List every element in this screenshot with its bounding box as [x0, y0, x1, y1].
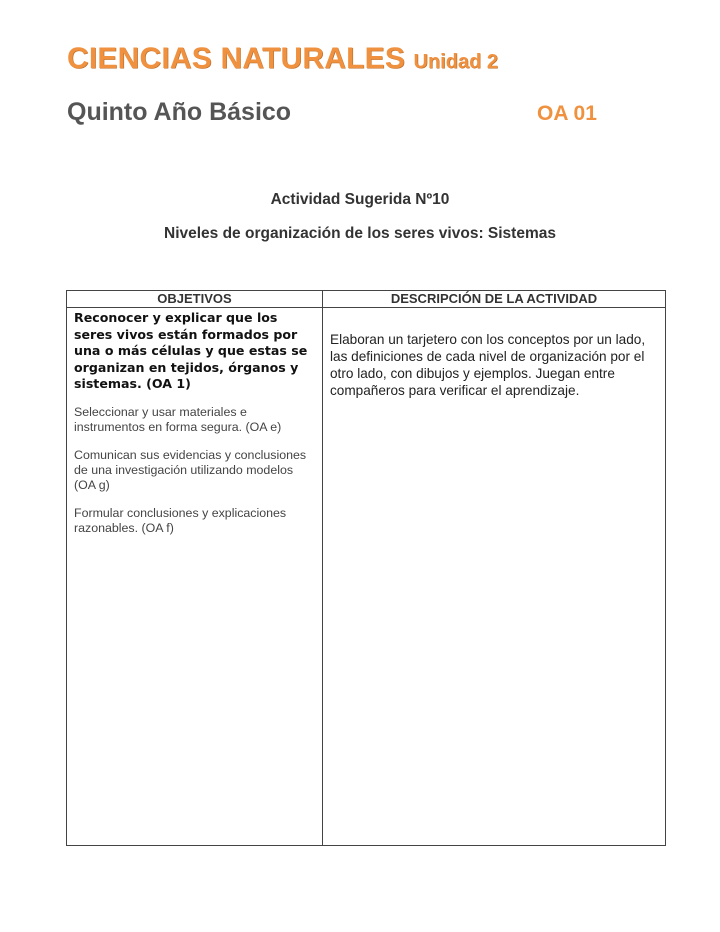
objectives-header: OBJETIVOS — [67, 291, 323, 308]
objectives-cell — [67, 308, 323, 846]
skill-item: Comunican sus evidencias y conclusiones de una investigación utilizando modelos (OA g) — [74, 447, 307, 492]
oa-code-label: OA 01 — [537, 102, 597, 125]
activity-table — [66, 290, 666, 846]
activity-title: Actividad Sugerida Nº10 — [270, 191, 450, 208]
skill-item: Seleccionar y usar materiales e instrumentos en forma segura. (OA e) — [74, 404, 282, 434]
grade-label: Quinto Año Básico — [67, 98, 292, 126]
table-row — [67, 308, 666, 846]
page-title — [67, 42, 498, 76]
subject-title: CIENCIAS NATURALES — [67, 42, 406, 75]
unit-label: Unidad 2 — [413, 51, 498, 73]
skill-item: Formular conclusiones y explicaciones razonables. (OA f) — [74, 505, 287, 535]
description-header: DESCRIPCIÓN DE LA ACTIVIDAD — [323, 291, 666, 308]
description-cell — [323, 308, 666, 846]
main-objective-text: Reconocer y explicar que los seres vivos están formados por una o más células y que estas se organizan en tejidos, órganos y sistemas. (OA 1) — [74, 310, 308, 391]
activity-description-text: Elaboran un tarjetero con los conceptos por un lado, las definiciones de cada nivel de organización por el otro lado, con dibujos y ejemplos. Juegan entre compañeros para verificar el aprendizaje. — [330, 332, 646, 398]
table-header-row — [67, 291, 666, 308]
activity-subtitle: Niveles de organización de los seres vivos: Sistemas — [164, 225, 556, 242]
